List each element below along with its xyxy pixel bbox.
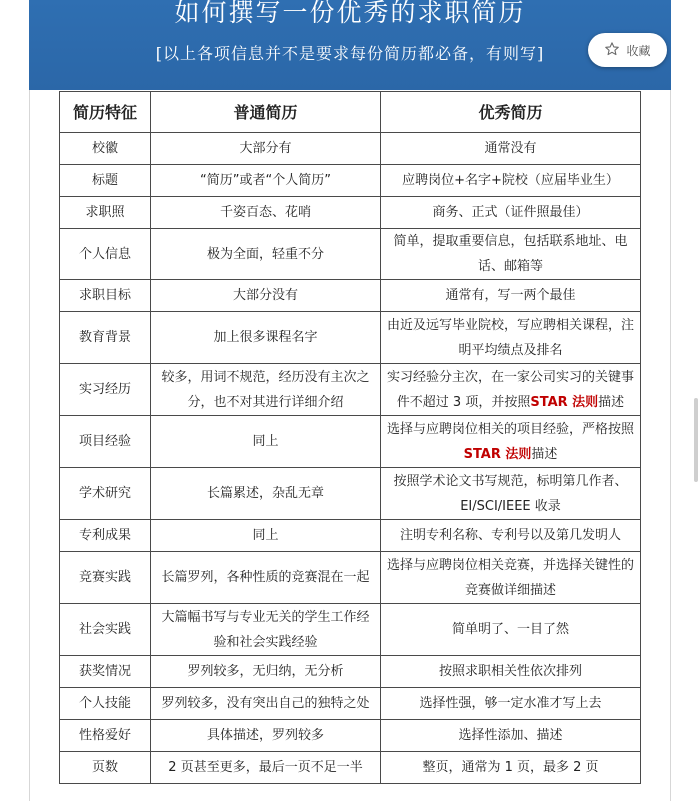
cell-excellent: 按照求职相关性依次排列 bbox=[381, 656, 641, 688]
cell-normal: 大部分有 bbox=[151, 133, 381, 165]
table-row bbox=[60, 752, 641, 784]
cell-feature: 求职目标 bbox=[60, 280, 151, 312]
star-method-highlight: STAR 法则 bbox=[463, 446, 532, 462]
favorite-label: 收藏 bbox=[626, 43, 651, 58]
cell-excellent: 简单明了、一目了然 bbox=[381, 604, 641, 656]
cell-normal: 较多，用词不规范，经历没有主次之分，也不对其进行详细介绍 bbox=[151, 364, 381, 416]
cell-feature: 专利成果 bbox=[60, 520, 151, 552]
cell-normal: 加上很多课程名字 bbox=[151, 312, 381, 364]
banner-subtitle: [以上各项信息并不是要求每份简历都必备，有则写] bbox=[155, 44, 545, 63]
cell-excellent bbox=[381, 416, 641, 468]
cell-feature: 社会实践 bbox=[60, 604, 151, 656]
cell-feature: 获奖情况 bbox=[60, 656, 151, 688]
table-row bbox=[60, 416, 641, 468]
cell-excellent: 按照学术论文书写规范，标明第几作者、EI/SCI/IEEE 收录 bbox=[381, 468, 641, 520]
cell-excellent: 由近及远写毕业院校，写应聘相关课程，注明平均绩点及排名 bbox=[381, 312, 641, 364]
header-feature: 简历特征 bbox=[60, 92, 151, 133]
cell-normal: 罗列较多，无归纳，无分析 bbox=[151, 656, 381, 688]
cell-excellent: 选择与应聘岗位相关竞赛，并选择关键性的竞赛做详细描述 bbox=[381, 552, 641, 604]
cell-normal: 同上 bbox=[151, 416, 381, 468]
cell-normal: 2 页甚至更多，最后一页不足一半 bbox=[151, 752, 381, 784]
cell-normal: 极为全面，轻重不分 bbox=[151, 229, 381, 280]
star-outline-icon bbox=[604, 41, 620, 60]
cell-feature: 学术研究 bbox=[60, 468, 151, 520]
cell-normal: 具体描述，罗列较多 bbox=[151, 720, 381, 752]
cell-excellent-text: 描述 bbox=[531, 446, 558, 462]
cell-feature: 性格爱好 bbox=[60, 720, 151, 752]
header-excellent: 优秀简历 bbox=[381, 92, 641, 133]
cell-feature: 求职照 bbox=[60, 197, 151, 229]
table-row bbox=[60, 312, 641, 364]
cell-excellent bbox=[381, 364, 641, 416]
cell-excellent: 简单，提取重要信息，包括联系地址、电话、邮箱等 bbox=[381, 229, 641, 280]
cell-excellent: 注明专利名称、专利号以及第几发明人 bbox=[381, 520, 641, 552]
table-row bbox=[60, 229, 641, 280]
cell-excellent-text: 实习经验分主次，在一家公司实习的关键事件不超过 3 项，并按照 bbox=[387, 369, 635, 410]
cell-feature: 个人信息 bbox=[60, 229, 151, 280]
cell-feature: 页数 bbox=[60, 752, 151, 784]
resume-comparison-table bbox=[59, 91, 641, 784]
scrollbar-thumb[interactable] bbox=[694, 398, 698, 482]
header-normal: 普通简历 bbox=[151, 92, 381, 133]
cell-feature: 实习经历 bbox=[60, 364, 151, 416]
cell-normal: 长篇罗列，各种性质的竞赛混在一起 bbox=[151, 552, 381, 604]
cell-excellent: 应聘岗位+名字+院校（应届毕业生） bbox=[381, 165, 641, 197]
cell-excellent: 选择性添加、描述 bbox=[381, 720, 641, 752]
table-row bbox=[60, 656, 641, 688]
cell-normal: 长篇累述，杂乱无章 bbox=[151, 468, 381, 520]
cell-feature: 项目经验 bbox=[60, 416, 151, 468]
table-row bbox=[60, 604, 641, 656]
cell-feature: 校徽 bbox=[60, 133, 151, 165]
cell-normal: 千姿百态、花哨 bbox=[151, 197, 381, 229]
cell-normal: 大部分没有 bbox=[151, 280, 381, 312]
banner-title: 如何撰写一份优秀的求职简历 bbox=[174, 0, 526, 27]
table-row bbox=[60, 468, 641, 520]
favorite-button[interactable] bbox=[588, 33, 667, 67]
table-header-row bbox=[60, 92, 641, 133]
cell-excellent: 通常有，写一两个最佳 bbox=[381, 280, 641, 312]
cell-excellent: 通常没有 bbox=[381, 133, 641, 165]
cell-excellent: 商务、正式（证件照最佳） bbox=[381, 197, 641, 229]
cell-normal: 罗列较多，没有突出自己的独特之处 bbox=[151, 688, 381, 720]
star-method-highlight: STAR 法则 bbox=[530, 394, 599, 410]
header-banner bbox=[29, 0, 671, 90]
cell-feature: 竞赛实践 bbox=[60, 552, 151, 604]
cell-excellent: 选择性强，够一定水准才写上去 bbox=[381, 688, 641, 720]
cell-feature: 教育背景 bbox=[60, 312, 151, 364]
table-row bbox=[60, 552, 641, 604]
cell-normal: “简历”或者“个人简历” bbox=[151, 165, 381, 197]
table-row bbox=[60, 197, 641, 229]
table-row bbox=[60, 165, 641, 197]
table-row bbox=[60, 280, 641, 312]
cell-normal: 同上 bbox=[151, 520, 381, 552]
table-row bbox=[60, 720, 641, 752]
cell-excellent-text: 描述 bbox=[598, 394, 625, 410]
table-row bbox=[60, 688, 641, 720]
table-row bbox=[60, 133, 641, 165]
cell-excellent-text: 选择与应聘岗位相关的项目经验，严格按照 bbox=[387, 421, 635, 437]
cell-feature: 个人技能 bbox=[60, 688, 151, 720]
table-row bbox=[60, 520, 641, 552]
table-row bbox=[60, 364, 641, 416]
cell-excellent: 整页，通常为 1 页，最多 2 页 bbox=[381, 752, 641, 784]
cell-feature: 标题 bbox=[60, 165, 151, 197]
cell-normal: 大篇幅书写与专业无关的学生工作经验和社会实践经验 bbox=[151, 604, 381, 656]
